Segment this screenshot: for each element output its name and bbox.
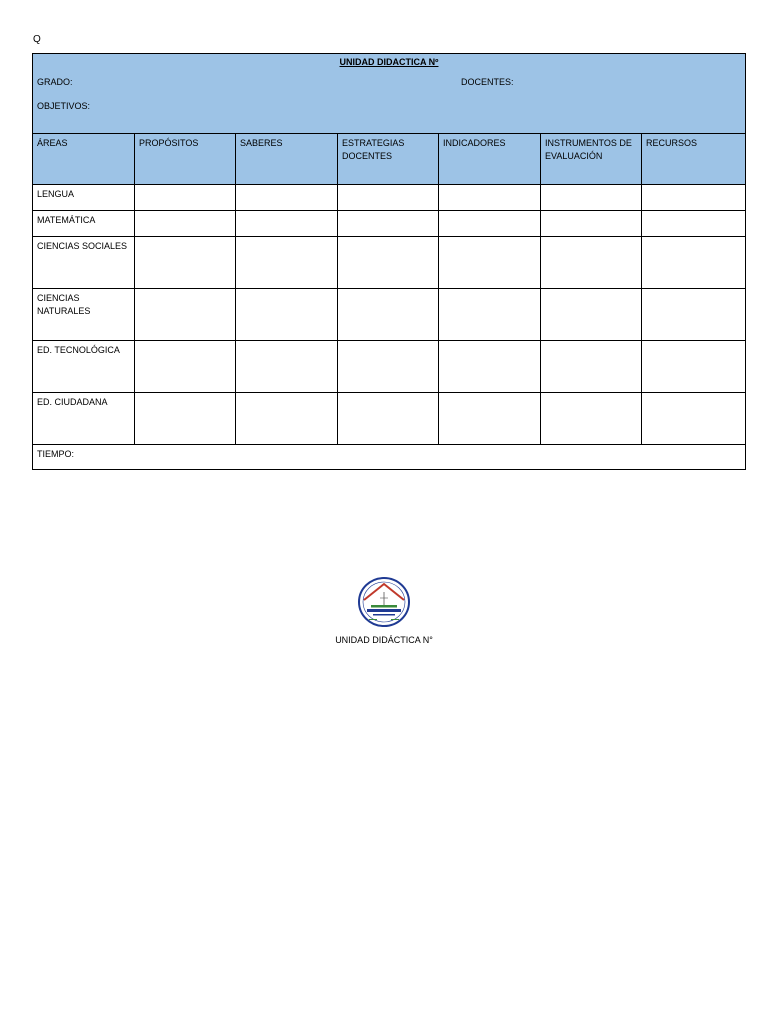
table-row [33,341,746,393]
school-seal-icon [357,576,411,628]
unit-title: UNIDAD DIDACTICA Nº [339,57,439,67]
empty-cell[interactable] [642,289,746,341]
table-row [33,185,746,211]
grado-label: GRADO: [37,77,73,87]
empty-cell[interactable] [541,211,642,237]
empty-cell[interactable] [236,393,338,445]
empty-cell[interactable] [236,237,338,289]
empty-cell[interactable] [439,289,541,341]
table-row [33,237,746,289]
empty-cell[interactable] [642,211,746,237]
col-header-estrategias: ESTRATEGIAS DOCENTES [338,134,439,185]
empty-cell[interactable] [135,211,236,237]
table-row [33,289,746,341]
column-headers [33,134,746,185]
empty-cell[interactable] [135,185,236,211]
empty-cell[interactable] [439,211,541,237]
col-header-recursos: RECURSOS [642,134,746,185]
empty-cell[interactable] [236,289,338,341]
row-label: LENGUA [33,185,135,211]
empty-cell[interactable] [642,185,746,211]
page-mark: Q [33,34,41,45]
empty-cell[interactable] [541,289,642,341]
empty-cell[interactable] [236,185,338,211]
row-label: ED. CIUDADANA [33,393,135,445]
table-row [33,211,746,237]
empty-cell[interactable] [642,393,746,445]
empty-cell[interactable] [439,341,541,393]
row-label: CIENCIAS NATURALES [33,289,135,341]
tiempo-label: TIEMPO: [33,445,746,470]
col-header-areas: ÁREAS [33,134,135,185]
empty-cell[interactable] [338,289,439,341]
empty-cell[interactable] [135,393,236,445]
col-header-instrumentos: INSTRUMENTOS DE EVALUACIÓN [541,134,642,185]
empty-cell[interactable] [338,237,439,289]
unit-header [33,54,746,134]
empty-cell[interactable] [135,341,236,393]
col-header-propositos: PROPÓSITOS [135,134,236,185]
empty-cell[interactable] [439,185,541,211]
empty-cell[interactable] [338,341,439,393]
empty-cell[interactable] [541,393,642,445]
row-label: MATEMÁTICA [33,211,135,237]
empty-cell[interactable] [135,237,236,289]
objetivos-label: OBJETIVOS: [37,101,91,111]
col-header-indicadores: INDICADORES [439,134,541,185]
empty-cell[interactable] [541,341,642,393]
tiempo-row [33,445,746,470]
row-label: CIENCIAS SOCIALES [33,237,135,289]
table-row [33,393,746,445]
empty-cell[interactable] [642,341,746,393]
row-label: ED. TECNOLÓGICA [33,341,135,393]
empty-cell[interactable] [439,393,541,445]
empty-cell[interactable] [236,341,338,393]
empty-cell[interactable] [642,237,746,289]
empty-cell[interactable] [541,185,642,211]
empty-cell[interactable] [541,237,642,289]
empty-cell[interactable] [236,211,338,237]
empty-cell[interactable] [338,185,439,211]
empty-cell[interactable] [338,393,439,445]
empty-cell[interactable] [338,211,439,237]
docentes-label: DOCENTES: [461,77,514,87]
didactic-unit-table [32,53,746,470]
col-header-saberes: SABERES [236,134,338,185]
page-caption: UNIDAD DIDÁCTICA N° [335,635,433,645]
empty-cell[interactable] [439,237,541,289]
empty-cell[interactable] [135,289,236,341]
